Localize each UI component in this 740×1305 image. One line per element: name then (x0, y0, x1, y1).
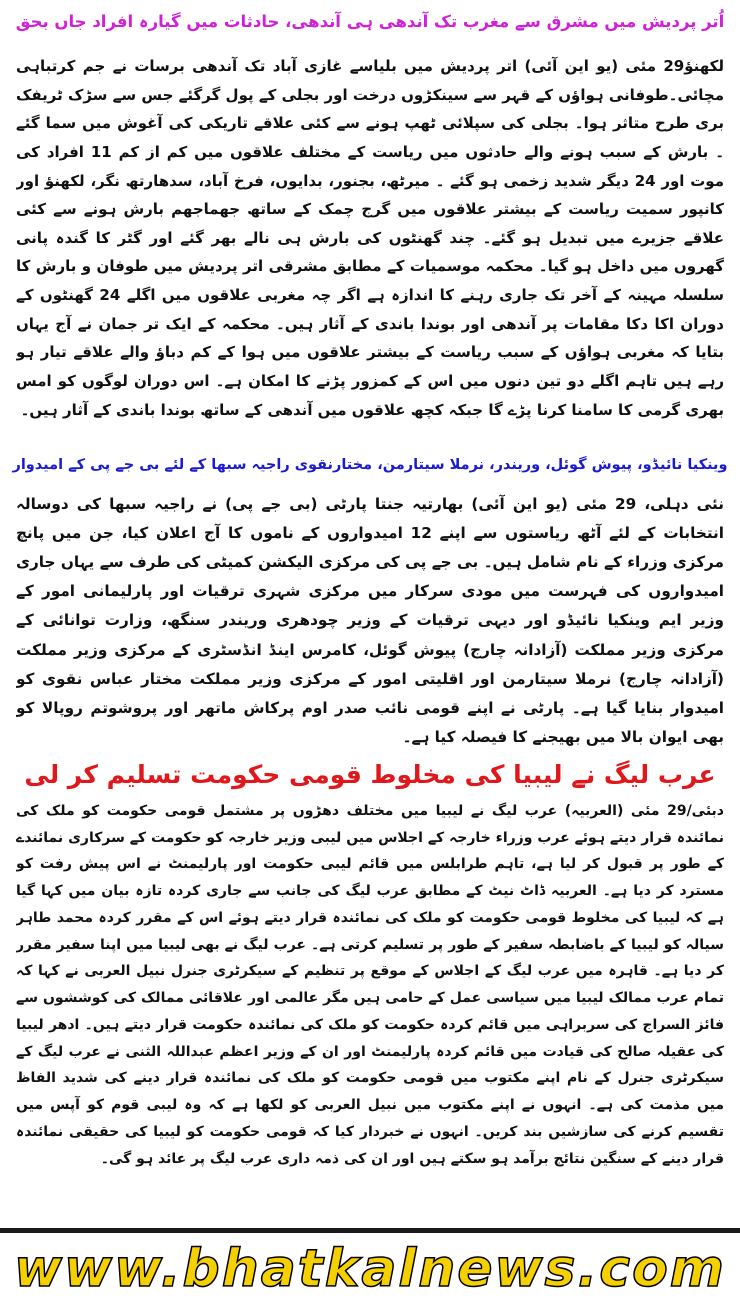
site-url-logo-text[interactable]: www.bhatkalnews.com (14, 1239, 726, 1299)
headline-bjp-candidates: وینکیا نائیڈو، پیوش گوئل، وریندر، نرملا سیتارمن، مختارنقوی راجیہ سبھا کے لئے بی جے پی کے امیدوار (12, 457, 728, 473)
article-body: نئی دہلی، 29 مئی (یو این آئی) بھارتیہ جنتا پارٹی (بی جے پی) نے راجیہ سبھا کی دوسالہ انتخابات کے لئے آٹھ ریاستوں سے اپنے 12 امیدواروں کے ناموں کا آج اعلان کیا، جن میں پانچ مرکزی وزراء کے نام شامل ہیں۔ بی جے پی کی مرکزی الیکشن کمیٹی کی طرف سے یہاں جاری امیدواروں کی فہرست میں مودی سرکار میں مرکزی شہری ترقیات اور پارلیمانی امور کے وزیر ایم وینکیا نائیڈو اور دیہی ترقیات کے وزیر چودھری وریندر سنگھ، وزارت توانائی کے مرکزی وزیر مملکت (آزادانہ چارج) پیوش گوئل، کامرس اینڈ انڈسٹری کے مرکزی وزیر مملکت (آزادانہ چارج) نرملا سیتارمن اور اقلیتی امور کے مرکزی وزیر مملکت مختار عباس نقوی کو امیدوار بنایا گیا ہے۔ پارٹی نے اپنے قومی نائب صدر اوم پرکاش ماتھر اور پروشوتم روپالا کو بھی ایوان بالا میں بھیجنے کا فیصلہ کیا ہے۔ (16, 495, 724, 746)
article-bjp-candidates (16, 490, 724, 752)
headline-up-storm: اُتر پردیش میں مشرق سے مغرب تک آندھی ہی آندھی، حادثات میں گیارہ افراد جاں بحق (15, 12, 725, 31)
site-logo[interactable] (8, 1241, 732, 1297)
article-arab-league-libya (16, 798, 724, 1198)
headline-arab-league-libya: عرب لیگ نے لیبیا کی مخلوط قومی حکومت تسلیم کر لی (24, 760, 716, 789)
article-body: دبئی/29 مئی (العربیہ) عرب لیگ نے لیبیا میں مختلف دھڑوں پر مشتمل قومی حکومت کو ملک کی نمائندہ قرار دیتے ہوئے عرب وزراء خارجہ کے اجلاس میں لیبی وزیر خارجہ کو حکومت کے سرکاری نمائندے کے طور پر قبول کر لیا ہے، تاہم طرابلس میں قائم لیبی حکومت اور پارلیمنٹ نے اس پیش رفت کو مسترد کر دیا ہے۔ العربیہ ڈاٹ نیٹ کے مطابق عرب لیگ کی جانب سے جاری کردہ تازہ بیان میں کہا گیا ہے کہ لیبیا کی مخلوط قومی حکومت کو ملک کی نمائندہ قرار دیتے ہوئے اس کے مقرر کردہ محمد طاہر سیالہ کو لیبیا کے باضابطہ سفیر کے طور پر تسلیم کرتی ہے۔ عرب لیگ نے بھی لیبیا میں اپنا سفیر مقرر کر دیا ہے۔ قاہرہ میں عرب لیگ کے اجلاس کے موقع پر تنظیم کے سیکرٹری جنرل نبیل العربی نے کہا کہ تمام عرب ممالک لیبیا میں سیاسی عمل کے حامی ہیں مگر عالمی اور علاقائی ممالک کی کوششوں سے فائز السراج کی سربراہی میں قائم کردہ حکومت کو ملک کی نمائندہ حکومت قرار دیتے ہیں۔ ادھر لیبیا کی عقیلہ صالح کی قیادت میں قائم کردہ پارلیمنٹ اور ان کے وزیر اعظم عبداللہ الثنی نے عرب لیگ کے سیکرٹری جنرل کے نام اپنے مکتوب میں قومی حکومت کو ملک کی نمائندہ قرار دینے کی شدید الفاظ میں مذمت کی ہے۔ انہوں نے اپنے مکتوب میں نبیل العربی کو لکھا ہے کہ وہ لیبی قوم کو آپس میں تقسیم کرنے کی سازشیں بند کریں۔ انہوں نے خبردار کیا کہ قومی حکومت کو لیبیا کی حقیقی نمائندہ قرار دینے کے سنگین نتائج برآمد ہو سکتے ہیں اور ان کی ذمہ داری عرب لیگ پر عائد ہو گی۔ (16, 803, 724, 1167)
article-up-storm (16, 52, 724, 442)
site-footer-banner (0, 1228, 740, 1305)
article-body: لکھنؤ29 مئی (یو این آئی) اتر پردیش میں بلیاسے غازی آباد تک آندھی برسات نے جم کرتباہی مچائی۔طوفانی ہواؤں کے قہر سے سینکڑوں درخت اور بجلی کے پول گرگئے جس سے سڑک ٹریفک بری طرح متاثر ہوا۔ بجلی کی سپلائی ٹھپ ہونے سے کئی علاقے تاریکی کی آغوش میں سما گئے ۔ بارش کے سبب ہونے والے حادثوں میں ریاست کے مختلف علاقوں میں کم از کم 11 افراد کی موت اور 24 دیگر شدید زخمی ہو گئے ۔ میرٹھ، بجنور، بدایوں، فرخ آباد، سدھارتھ نگر، لکھنؤ اور کانپور سمیت ریاست کے بیشتر علاقوں میں گرج چمک کے ساتھ جھماجھم بارش ہونے سے کئی علاقے جزیرے میں تبدیل ہو گئے۔ چند گھنٹوں کی بارش ہی نالے بھر گئے اور گٹر کا گندہ پانی گھروں میں داخل ہو گیا۔ محکمہ موسمیات کے مطابق مشرقی اتر پردیش میں طوفان و بارش کا سلسلہ مہینہ کے آخر تک جاری رہنے کا اندازہ ہے اگر چہ مغربی علاقوں میں اگلے 24 گھنٹوں کے دوران اکا دکا مقامات پر آندھی اور بوندا باندی کے آثار ہیں۔ محکمہ کے ایک تر جمان نے آج یہاں بتایا کہ مغربی ہواؤں کے سبب ریاست کے بیشتر علاقوں میں ہوا کے کم دباؤ والے علاقے تیار ہو رہے ہیں تاہم اگلے دو تین دنوں میں اس کے کمزور پڑنے کا امکان ہے۔ اس دوران لوگوں کو امس بھری گرمی کا سامنا کرنا پڑے گا جبکہ کچھ علاقوں میں آندھی کے ساتھ بوندا باندی کے آثار ہیں۔ (16, 57, 724, 419)
